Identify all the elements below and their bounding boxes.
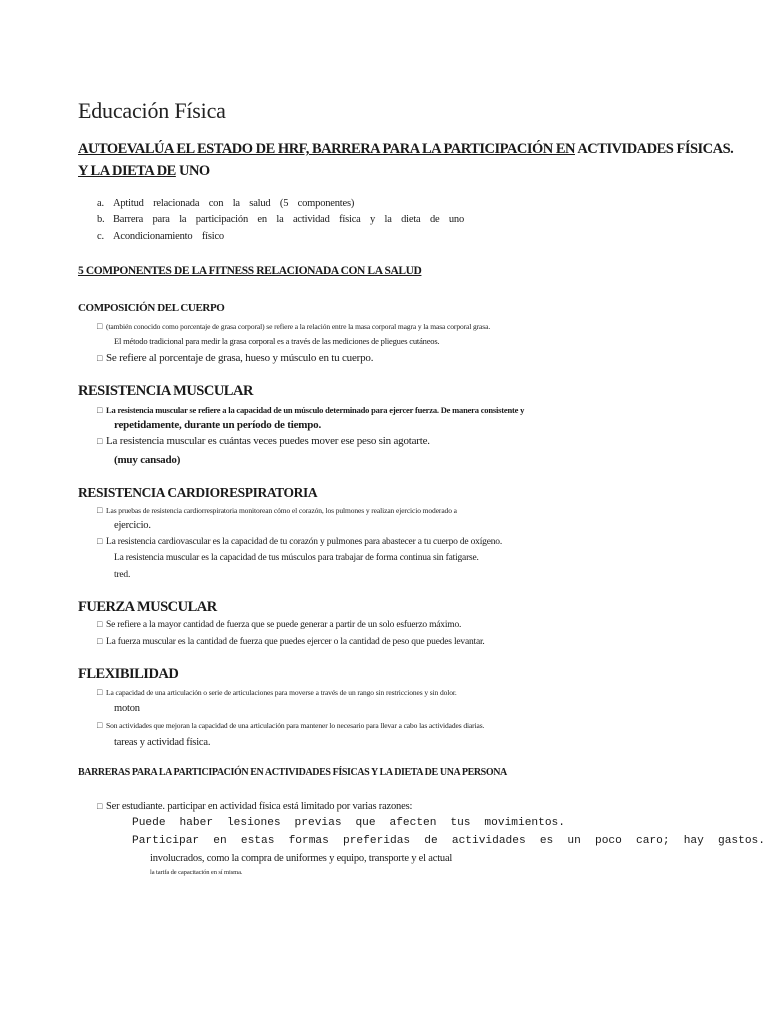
bullet-box-icon: □ <box>97 720 103 730</box>
bullet-box-icon: □ <box>97 405 103 415</box>
endurance-bullet-1: □ La resistencia muscular se refiere a la capacidad de un músculo determinado para ejercer fuerza. De manera consistente y <box>97 405 525 415</box>
main-heading-line2-rest: UNO <box>175 163 210 179</box>
cardio-bullet-1-cont: ejercicio. <box>114 520 151 531</box>
page-title: Educación Física <box>78 98 226 123</box>
cardio-bullet-2-cont2: tred. <box>114 570 131 580</box>
heading-muscular-strength: FUERZA MUSCULAR <box>78 599 217 615</box>
bullet-box-icon: □ <box>97 636 103 646</box>
bullet-box-icon: □ <box>97 801 103 811</box>
heading-barriers: BARRERAS PARA LA PARTICIPACIÓN EN ACTIVIDADES FÍSICAS Y LA DIETA DE UNA PERSONA <box>78 767 507 778</box>
main-heading-line2 <box>78 163 210 180</box>
bullet-box-icon: □ <box>97 436 103 446</box>
barriers-mono-line-1: Puede haber lesiones previas que afecten tus movimientos. <box>132 817 565 829</box>
barriers-mono-line-2: Participar en estas formas preferidas de actividades es un poco caro; hay gastos. <box>132 835 765 847</box>
subheading-body-composition: COMPOSICIÓN DEL CUERPO <box>78 302 225 314</box>
main-heading-line1 <box>78 141 733 158</box>
composition-bullet-2: □ Se refiere al porcentaje de grasa, hueso y músculo en tu cuerpo. <box>97 352 374 364</box>
bullet-box-icon: □ <box>97 687 103 697</box>
bullet-box-icon: □ <box>97 321 103 331</box>
barriers-cont-2: la tarifa de capacitación en sí misma. <box>150 869 243 876</box>
flexibility-bullet-2: □ Son actividades que mejoran la capacidad de una articulación para mantener lo necesario para llevar a cabo las actividades diarias. <box>97 720 485 730</box>
bullet-box-icon: □ <box>97 353 103 363</box>
heading-cardiorespiratory: RESISTENCIA CARDIORESPIRATORIA <box>78 485 318 500</box>
flexibility-bullet-1: □ La capacidad de una articulación o serie de articulaciones para moverse a través de un rango sin restricciones y sin dolor. <box>97 687 457 697</box>
cardio-bullet-2: □ La resistencia cardiovascular es la capacidad de tu corazón y pulmones para abastecer a tu cuerpo de oxígeno. <box>97 536 503 547</box>
main-heading-line1-underlined: AUTOEVALÚA EL ESTADO DE HRF, BARRERA PARA LA PARTICIPACIÓN EN <box>78 141 575 157</box>
cardio-bullet-2-cont1: La resistencia muscular es la capacidad de tus músculos para trabajar de forma continua sin fatigarse. <box>114 553 479 563</box>
endurance-bullet-2-cont: (muy cansado) <box>114 454 181 466</box>
strength-bullet-1: □ Se refiere a la mayor cantidad de fuerza que se puede generar a partir de un solo esfuerzo máximo. <box>97 619 462 630</box>
composition-bullet-1-cont: El método tradicional para medir la grasa corporal es a través de las mediciones de pliegues cutáneos. <box>114 336 440 346</box>
topic-item-c: c. Acondicionamiento físico <box>97 231 224 242</box>
endurance-bullet-2: □ La resistencia muscular es cuántas veces puedes mover ese peso sin agotarte. <box>97 435 430 447</box>
topic-item-b: b. Barrera para la participación en la actividad física y la dieta de uno <box>97 214 465 225</box>
strength-bullet-2: □ La fuerza muscular es la cantidad de fuerza que puedes ejercer o la cantidad de peso que puedes levantar. <box>97 636 485 647</box>
main-heading-line1-rest: ACTIVIDADES FÍSICAS. <box>575 141 734 157</box>
topic-item-a: a. Aptitud relacionada con la salud (5 componentes) <box>97 198 355 209</box>
barriers-cont-1: involucrados, como la compra de uniformes y equipo, transporte y el actual <box>150 853 453 864</box>
section-heading-components: 5 COMPONENTES DE LA FITNESS RELACIONADA CON LA SALUD <box>78 265 422 277</box>
cardio-bullet-1: □ Las pruebas de resistencia cardiorrespiratoria monitorean cómo el corazón, los pulmones y realizan ejercicio moderado a <box>97 505 457 515</box>
bullet-box-icon: □ <box>97 619 103 629</box>
barriers-bullet-1: □ Ser estudiante. participar en actividad física está limitado por varias razones: <box>97 801 413 812</box>
composition-bullet-1: □ (también conocido como porcentaje de grasa corporal) se refiere a la relación entre la masa corporal magra y la masa corporal grasa. <box>97 321 491 331</box>
heading-muscular-endurance: RESISTENCIA MUSCULAR <box>78 383 253 399</box>
bullet-box-icon: □ <box>97 536 103 546</box>
flexibility-bullet-1-cont: moton <box>114 703 140 714</box>
heading-flexibility: FLEXIBILIDAD <box>78 666 179 682</box>
bullet-box-icon: □ <box>97 505 103 515</box>
flexibility-bullet-2-cont: tareas y actividad física. <box>114 737 211 748</box>
endurance-bullet-1-cont: repetidamente, durante un período de tiempo. <box>114 419 322 431</box>
main-heading-line2-underlined: Y LA DIETA DE <box>78 163 176 179</box>
